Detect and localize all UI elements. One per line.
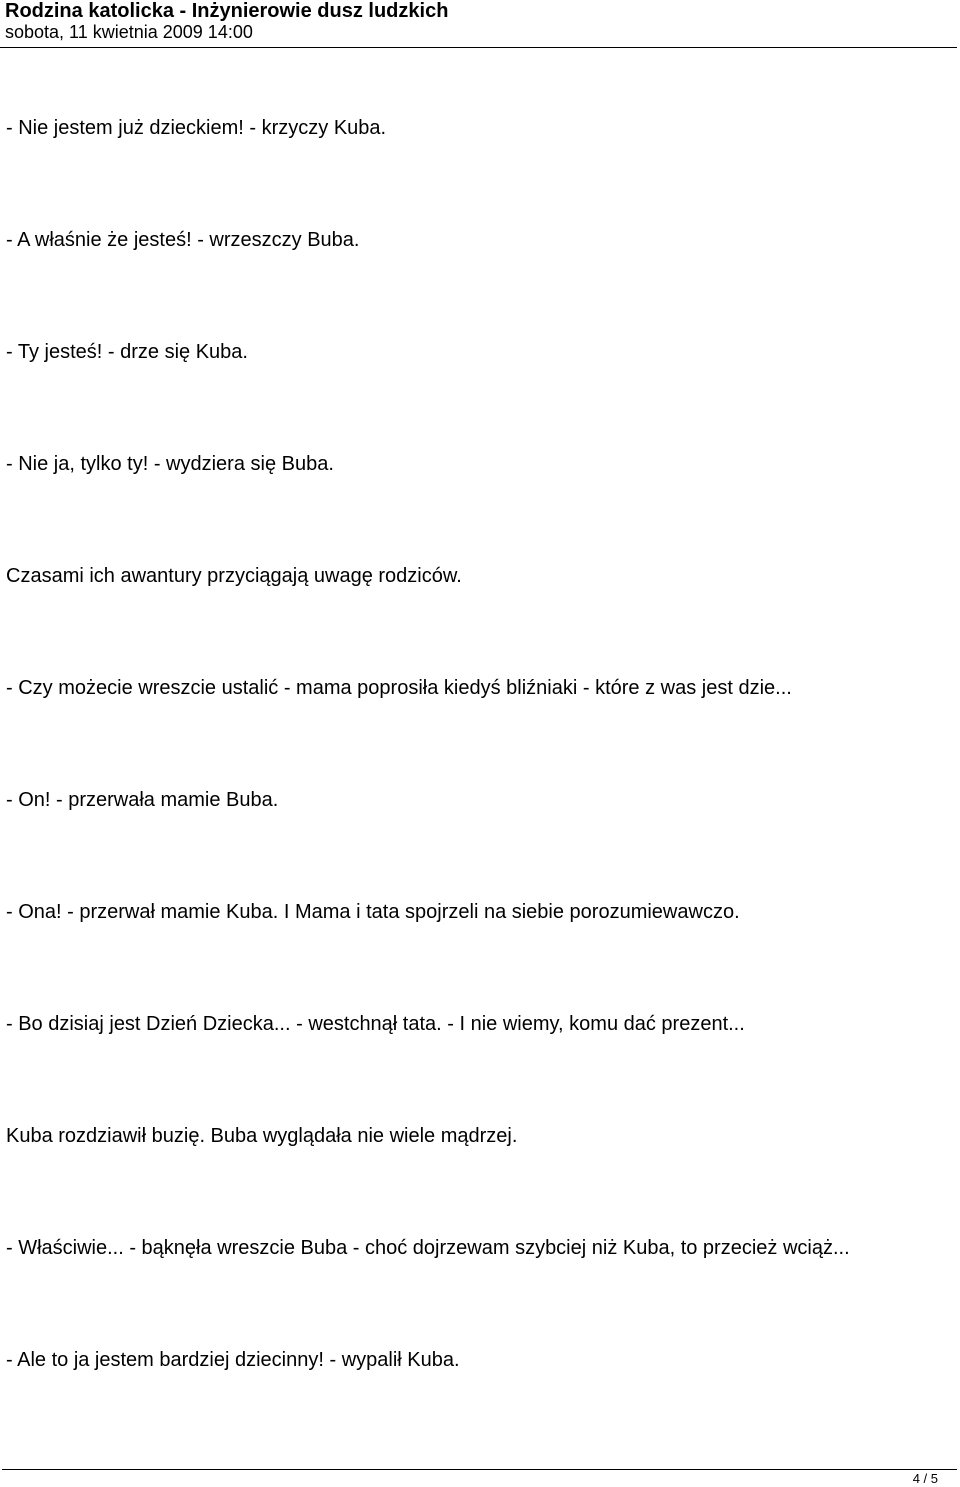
paragraph: - Nie jestem już dzieckiem! - krzyczy Kuba.: [6, 117, 387, 139]
paragraph: - Czy możecie wreszcie ustalić - mama poprosiła kiedyś bliźniaki - które z was jest dzie...: [6, 677, 792, 699]
paragraph: - Ty jesteś! - drze się Kuba.: [6, 341, 248, 363]
paragraph: Czasami ich awantury przyciągają uwagę rodziców.: [6, 565, 462, 587]
paragraph: - Ale to ja jestem bardziej dziecinny! - wypalił Kuba.: [6, 1349, 460, 1371]
paragraph: - Bo dzisiaj jest Dzień Dziecka... - westchnął tata. - I nie wiemy, komu dać prezent...: [6, 1013, 745, 1035]
paragraph: Kuba rozdziawił buzię. Buba wyglądała nie wiele mądrzej.: [6, 1125, 518, 1147]
page-number: 4 / 5: [912, 1471, 938, 1486]
footer-divider: [2, 1469, 957, 1470]
paragraph: - On! - przerwała mamie Buba.: [6, 789, 279, 811]
page-header: [0, 0, 960, 50]
paragraph: - Właściwie... - bąknęła wreszcie Buba - choć dojrzewam szybciej niż Kuba, to przecież wciąż...: [6, 1237, 850, 1259]
article-body: [6, 111, 956, 1455]
paragraph: - Ona! - przerwał mamie Kuba. I Mama i tata spojrzeli na siebie porozumiewawczo.: [6, 901, 740, 923]
header-divider: [0, 47, 957, 48]
document-date: sobota, 11 kwietnia 2009 14:00: [5, 22, 253, 42]
paragraph: - A właśnie że jesteś! - wrzeszczy Buba.: [6, 229, 360, 251]
paragraph: - Nie ja, tylko ty! - wydziera się Buba.: [6, 453, 334, 475]
document-title: Rodzina katolicka - Inżynierowie dusz ludzkich: [5, 0, 449, 22]
